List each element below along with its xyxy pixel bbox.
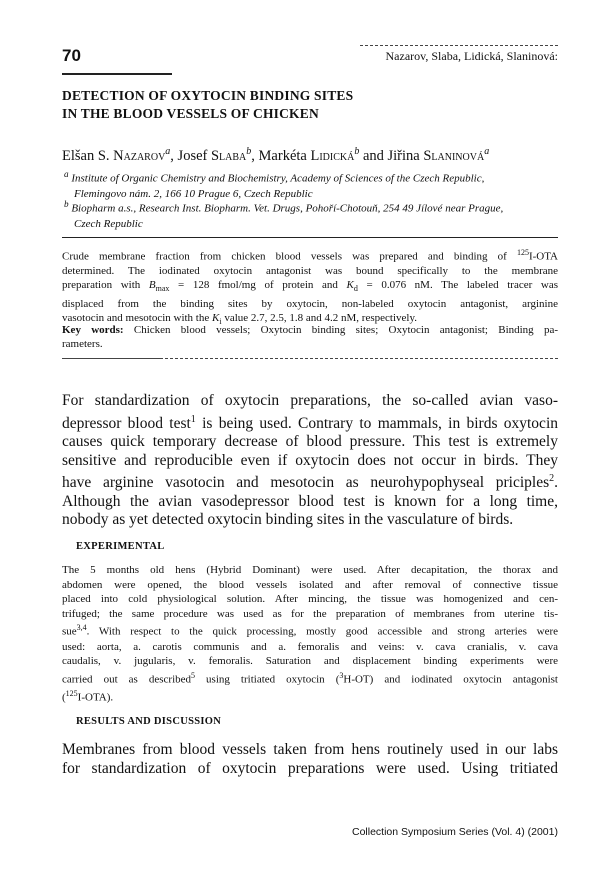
keywords-text: Chicken blood vessels; Oxytocin binding sites; Oxytocin antagonist; Binding pa-	[123, 324, 558, 336]
experimental-segment: H-OT) and iodinated oxytocin antagonist	[343, 673, 558, 686]
author-separator: ,	[251, 147, 259, 164]
author-last-name: Nazarov	[113, 147, 166, 164]
superscript: 125	[516, 248, 529, 257]
abstract-text: = 0.076 nM. The labeled tracer was	[357, 279, 558, 292]
author-last-name: Slaninová	[423, 147, 485, 164]
symbol: B	[148, 279, 156, 292]
abstract-bottom-dashed-rule	[160, 358, 558, 359]
experimental-line	[62, 621, 558, 639]
affiliation-text: Flemingovo nám. 2, 166 10 Prague 6, Czech Republic	[74, 187, 313, 200]
intro-line	[62, 411, 558, 434]
experimental-line: trifuged; the same procedure was used as for the preparation of membranes from uterine tis-	[62, 607, 558, 620]
keywords	[62, 323, 558, 352]
affiliation-text: Institute of Organic Chemistry and Biochemistry, Academy of Sciences of the Czech Republic,	[71, 172, 485, 185]
page-header	[62, 46, 558, 70]
intro-text: have arginine vasotocin and mesotocin as neurohypophyseal priciples	[62, 474, 550, 492]
introduction	[62, 392, 558, 530]
section-heading-experimental: EXPERIMENTAL	[76, 541, 165, 552]
author-list	[62, 146, 489, 165]
article-title	[62, 87, 502, 123]
intro-line	[62, 470, 558, 493]
experimental-segment: I-OTA).	[77, 691, 114, 704]
experimental-line: caudalis, v. jugularis, v. femoralis. Saturation and displacement binding experiments were	[62, 655, 558, 668]
results-text	[62, 741, 558, 778]
experimental-line	[62, 669, 558, 687]
affiliation-text: Czech Republic	[74, 217, 143, 230]
experimental-line: The 5 months old hens (Hybrid Dominant) were used. After decapitation, the thorax and	[62, 564, 558, 576]
subscript: i	[219, 317, 222, 327]
page-number: 70	[62, 46, 81, 65]
keywords-line: rameters.	[62, 338, 103, 351]
abstract	[62, 246, 558, 330]
author-first-name: Jiřina	[387, 147, 424, 164]
affiliation-mark: a	[64, 169, 69, 179]
citation: 2	[549, 473, 555, 485]
intro-line: causes quick temporary decrease of blood pressure. This test is extremely	[62, 433, 558, 451]
author	[388, 148, 490, 164]
intro-text: depressor blood test	[62, 414, 191, 432]
affiliation-mark: b	[246, 146, 252, 157]
results-line: Membranes from blood vessels taken from hens routinely used in our labs	[62, 741, 558, 758]
page-footer: Collection Symposium Series (Vol. 4) (2001)	[351, 826, 558, 838]
running-head: Nazarov, Slaba, Lidická, Slaninová:	[385, 49, 558, 63]
superscript: 3	[339, 670, 344, 680]
intro-line: For standardization of oxytocin preparations, the so-called avian vaso-	[62, 392, 558, 409]
experimental-text	[62, 563, 558, 705]
title-line: DETECTION OF OXYTOCIN BINDING SITES	[62, 88, 354, 103]
citation: 1	[190, 413, 196, 425]
intro-line: nobody as yet detected oxytocin binding sites in the vasculature of birds.	[62, 511, 514, 529]
affiliation-mark: b	[64, 199, 69, 209]
abstract-top-rule	[62, 237, 558, 238]
affiliation-mark: a	[484, 146, 490, 157]
subscript: d	[353, 284, 358, 294]
abstract-line: determined. The iodinated oxytocin antagonist was bound specifically to the membrane	[62, 265, 558, 278]
results-line: for standardization of oxytocin preparations were used. Using tritiated	[62, 759, 558, 777]
abstract-text: Crude membrane fraction from chicken blood vessels was prepared and binding of	[62, 250, 517, 263]
abstract-bottom-rule	[62, 358, 162, 359]
author-first-name: Josef	[177, 147, 211, 164]
abstract-line	[62, 246, 558, 264]
affiliation-mark: a	[165, 146, 171, 157]
citation: 5	[191, 670, 196, 680]
symbol: K	[346, 279, 354, 292]
experimental-segment: sue	[62, 626, 77, 639]
subscript: max	[155, 284, 170, 294]
section-heading-results: RESULTS AND DISCUSSION	[76, 716, 222, 727]
abstract-text: I-OTA	[528, 250, 558, 263]
author-last-name: Slaba	[210, 147, 247, 164]
abstract-text: vasotocin and mesotocin with the	[62, 312, 212, 325]
keywords-line	[62, 323, 558, 337]
experimental-line	[62, 687, 558, 705]
experimental-line: used: aorta, a. carotis communis and a. femoralis and veins: v. cava cranialis, v. cava	[62, 640, 558, 653]
author-first-name: Elšan S.	[62, 147, 114, 164]
abstract-line: displaced from the binding sites by oxytocin, non-labeled oxytocin antagonist, arginine	[62, 298, 558, 311]
intro-line: Although the avian vasodepressor blood test is known for a long time,	[62, 492, 558, 510]
affiliation-b	[64, 197, 558, 232]
author-separator: and	[359, 147, 388, 164]
intro-text: .	[554, 474, 558, 492]
experimental-line: placed into cold physiological solution. After mincing, the tissue was homogenized and cen-	[62, 593, 558, 606]
header-dashed-rule	[360, 45, 558, 46]
superscript: 125	[65, 689, 78, 699]
experimental-segment: (	[62, 691, 66, 704]
affiliation-mark: b	[354, 146, 360, 157]
intro-text: is being used. Contrary to mammals, in birds oxytocin	[195, 414, 558, 432]
abstract-text: value 2.7, 2.5, 1.8 and 4.2 nM, respectively.	[221, 312, 417, 325]
experimental-segment: carried out as described	[62, 673, 192, 686]
abstract-line	[62, 278, 558, 297]
symbol: K	[212, 312, 220, 325]
intro-line: sensitive and reproducible even if oxytocin does not occur in birds. They	[62, 451, 558, 469]
experimental-line: abdomen were opened, the blood vessels isolated and after removal of connective tissue	[62, 578, 558, 591]
header-rule	[62, 73, 172, 75]
author	[178, 148, 259, 164]
experimental-segment: using tritiated oxytocin (	[195, 673, 340, 686]
author-first-name: Markéta	[258, 147, 311, 164]
author	[259, 148, 388, 164]
citation: 3,4	[76, 623, 87, 633]
author	[62, 148, 178, 164]
title-line: IN THE BLOOD VESSELS OF CHICKEN	[62, 106, 319, 121]
affiliation-text: Biopharm a.s., Research Inst. Biopharm. Vet. Drugs, Pohoří-Chotouň, 254 49 Jílové near Prague,	[71, 202, 504, 215]
keywords-label: Key words:	[62, 324, 124, 336]
abstract-text: preparation with	[62, 279, 149, 292]
abstract-text: = 128 fmol/mg of protein and	[169, 279, 347, 292]
author-separator: ,	[170, 147, 178, 164]
experimental-segment: . With respect to the quick processing, mostly good accessible and strong arteries were	[86, 626, 558, 639]
author-last-name: Lidická	[310, 147, 355, 164]
